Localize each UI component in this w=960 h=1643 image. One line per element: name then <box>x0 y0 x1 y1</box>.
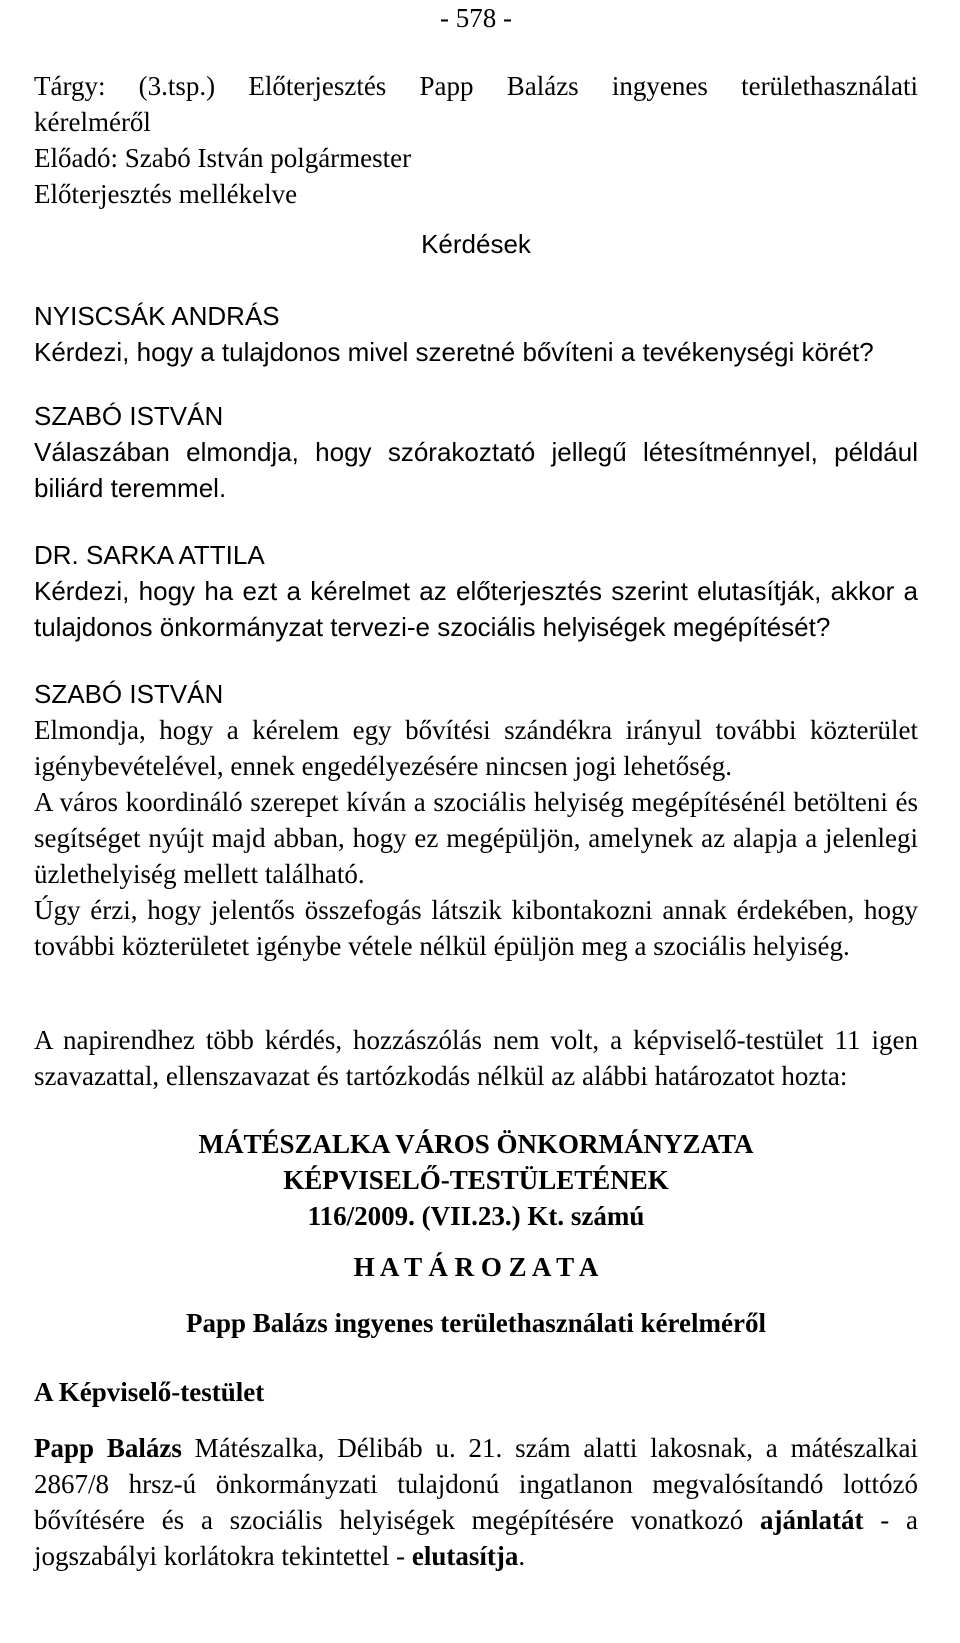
speaker-text: Kérdezi, hogy a tulajdonos mivel szeretné bővíteni a tevékenységi körét? <box>34 337 874 367</box>
vote-text: A napirendhez több kérdés, hozzászólás nem volt, a képviselő-testület 11 igen szavazattal, ellenszavazat és tartózkodás nélkül az alábbi határozatot hozta: <box>34 1025 918 1091</box>
resolution-subject: Papp Balázs ingyenes területhasználati kérelméről <box>186 1308 766 1338</box>
resolution-heading <box>34 1126 918 1234</box>
exchange-szabo-1 <box>34 398 918 506</box>
resolution-body-line-1: MÁTÉSZALKA VÁROS ÖNKORMÁNYZATA <box>198 1129 754 1159</box>
page-number: - 578 - <box>440 3 512 33</box>
resolution-title: H A T Á R O Z A T A <box>353 1252 599 1282</box>
vote-paragraph <box>34 1022 918 1094</box>
speaker-name: SZABÓ ISTVÁN <box>34 679 224 709</box>
offer-word: ajánlatát <box>760 1505 864 1535</box>
verdict-word: elutasítja <box>411 1541 519 1571</box>
decision-text-2: - a jogszabályi korlátokra tekintettel - <box>34 1505 918 1571</box>
subject-line: Tárgy: (3.tsp.) Előterjesztés Papp Balázs ingyenes területhasználati <box>34 71 918 101</box>
agenda-header <box>34 68 918 212</box>
resolution-issuer-block <box>34 1374 918 1410</box>
presenter-line: Előadó: Szabó István polgármester <box>34 143 412 173</box>
speaker-name: NYISCSÁK ANDRÁS <box>34 301 280 331</box>
speaker-text: Válaszában elmondja, hogy szórakoztató jellegű létesítménnyel, például biliárd teremmel. <box>34 437 918 503</box>
speaker-text: Kérdezi, hogy ha ezt a kérelmet az előterjesztés szerint elutasítják, akkor a tulajdonos önkormányzat tervezi-e szociális helyiségek megépítését? <box>34 576 918 642</box>
speaker-paragraph: Elmondja, hogy a kérelem egy bővítési szándékra irányul további közterület igénybevételével, ennek engedélyezésére nincsen jogi lehetőség. <box>34 715 918 781</box>
speaker-paragraph: A város koordináló szerepet kíván a szociális helyiség megépítésénél betölteni és segítséget nyújt majd abban, hogy ez megépüljön, amelynek az alapja a jelenlegi üzlethelyiség mellett található. <box>34 787 918 889</box>
speaker-name: DR. SARKA ATTILA <box>34 540 265 570</box>
attachment-line: Előterjesztés mellékelve <box>34 179 298 209</box>
decision-end: . <box>518 1541 526 1571</box>
resolution-title-block <box>34 1249 918 1285</box>
resolution-subject-block <box>34 1305 918 1341</box>
applicant-name: Papp Balázs <box>34 1433 182 1463</box>
questions-heading: Kérdések <box>421 229 531 259</box>
resolution-issuer: A Képviselő-testület <box>34 1377 265 1407</box>
exchange-nyiscsak <box>34 298 918 370</box>
resolution-body-line-2: KÉPVISELŐ-TESTÜLETÉNEK <box>283 1165 669 1195</box>
subject-line-continued: kérelméről <box>34 107 151 137</box>
resolution-decision-block <box>34 1430 918 1574</box>
exchange-szabo-2 <box>34 676 918 964</box>
resolution-decision <box>34 1430 918 1574</box>
resolution-number: 116/2009. (VII.23.) Kt. számú <box>307 1201 645 1231</box>
decision-text-1: Mátészalka, Délibáb u. 21. szám alatti lakosnak, a mátészalkai 2867/8 hrsz-ú önkormányzati tulajdonú ingatlanon megvalósítandó lottózó bővítésére és a szociális helyiségek megépítésére vonatkozó <box>34 1433 919 1535</box>
speaker-paragraph: Úgy érzi, hogy jelentős összefogás látszik kibontakozni annak érdekében, hogy további közterületet igénybe vétele nélkül épüljön meg a szociális helyiség. <box>34 895 918 961</box>
exchange-sarka <box>34 537 918 645</box>
speaker-name: SZABÓ ISTVÁN <box>34 401 224 431</box>
